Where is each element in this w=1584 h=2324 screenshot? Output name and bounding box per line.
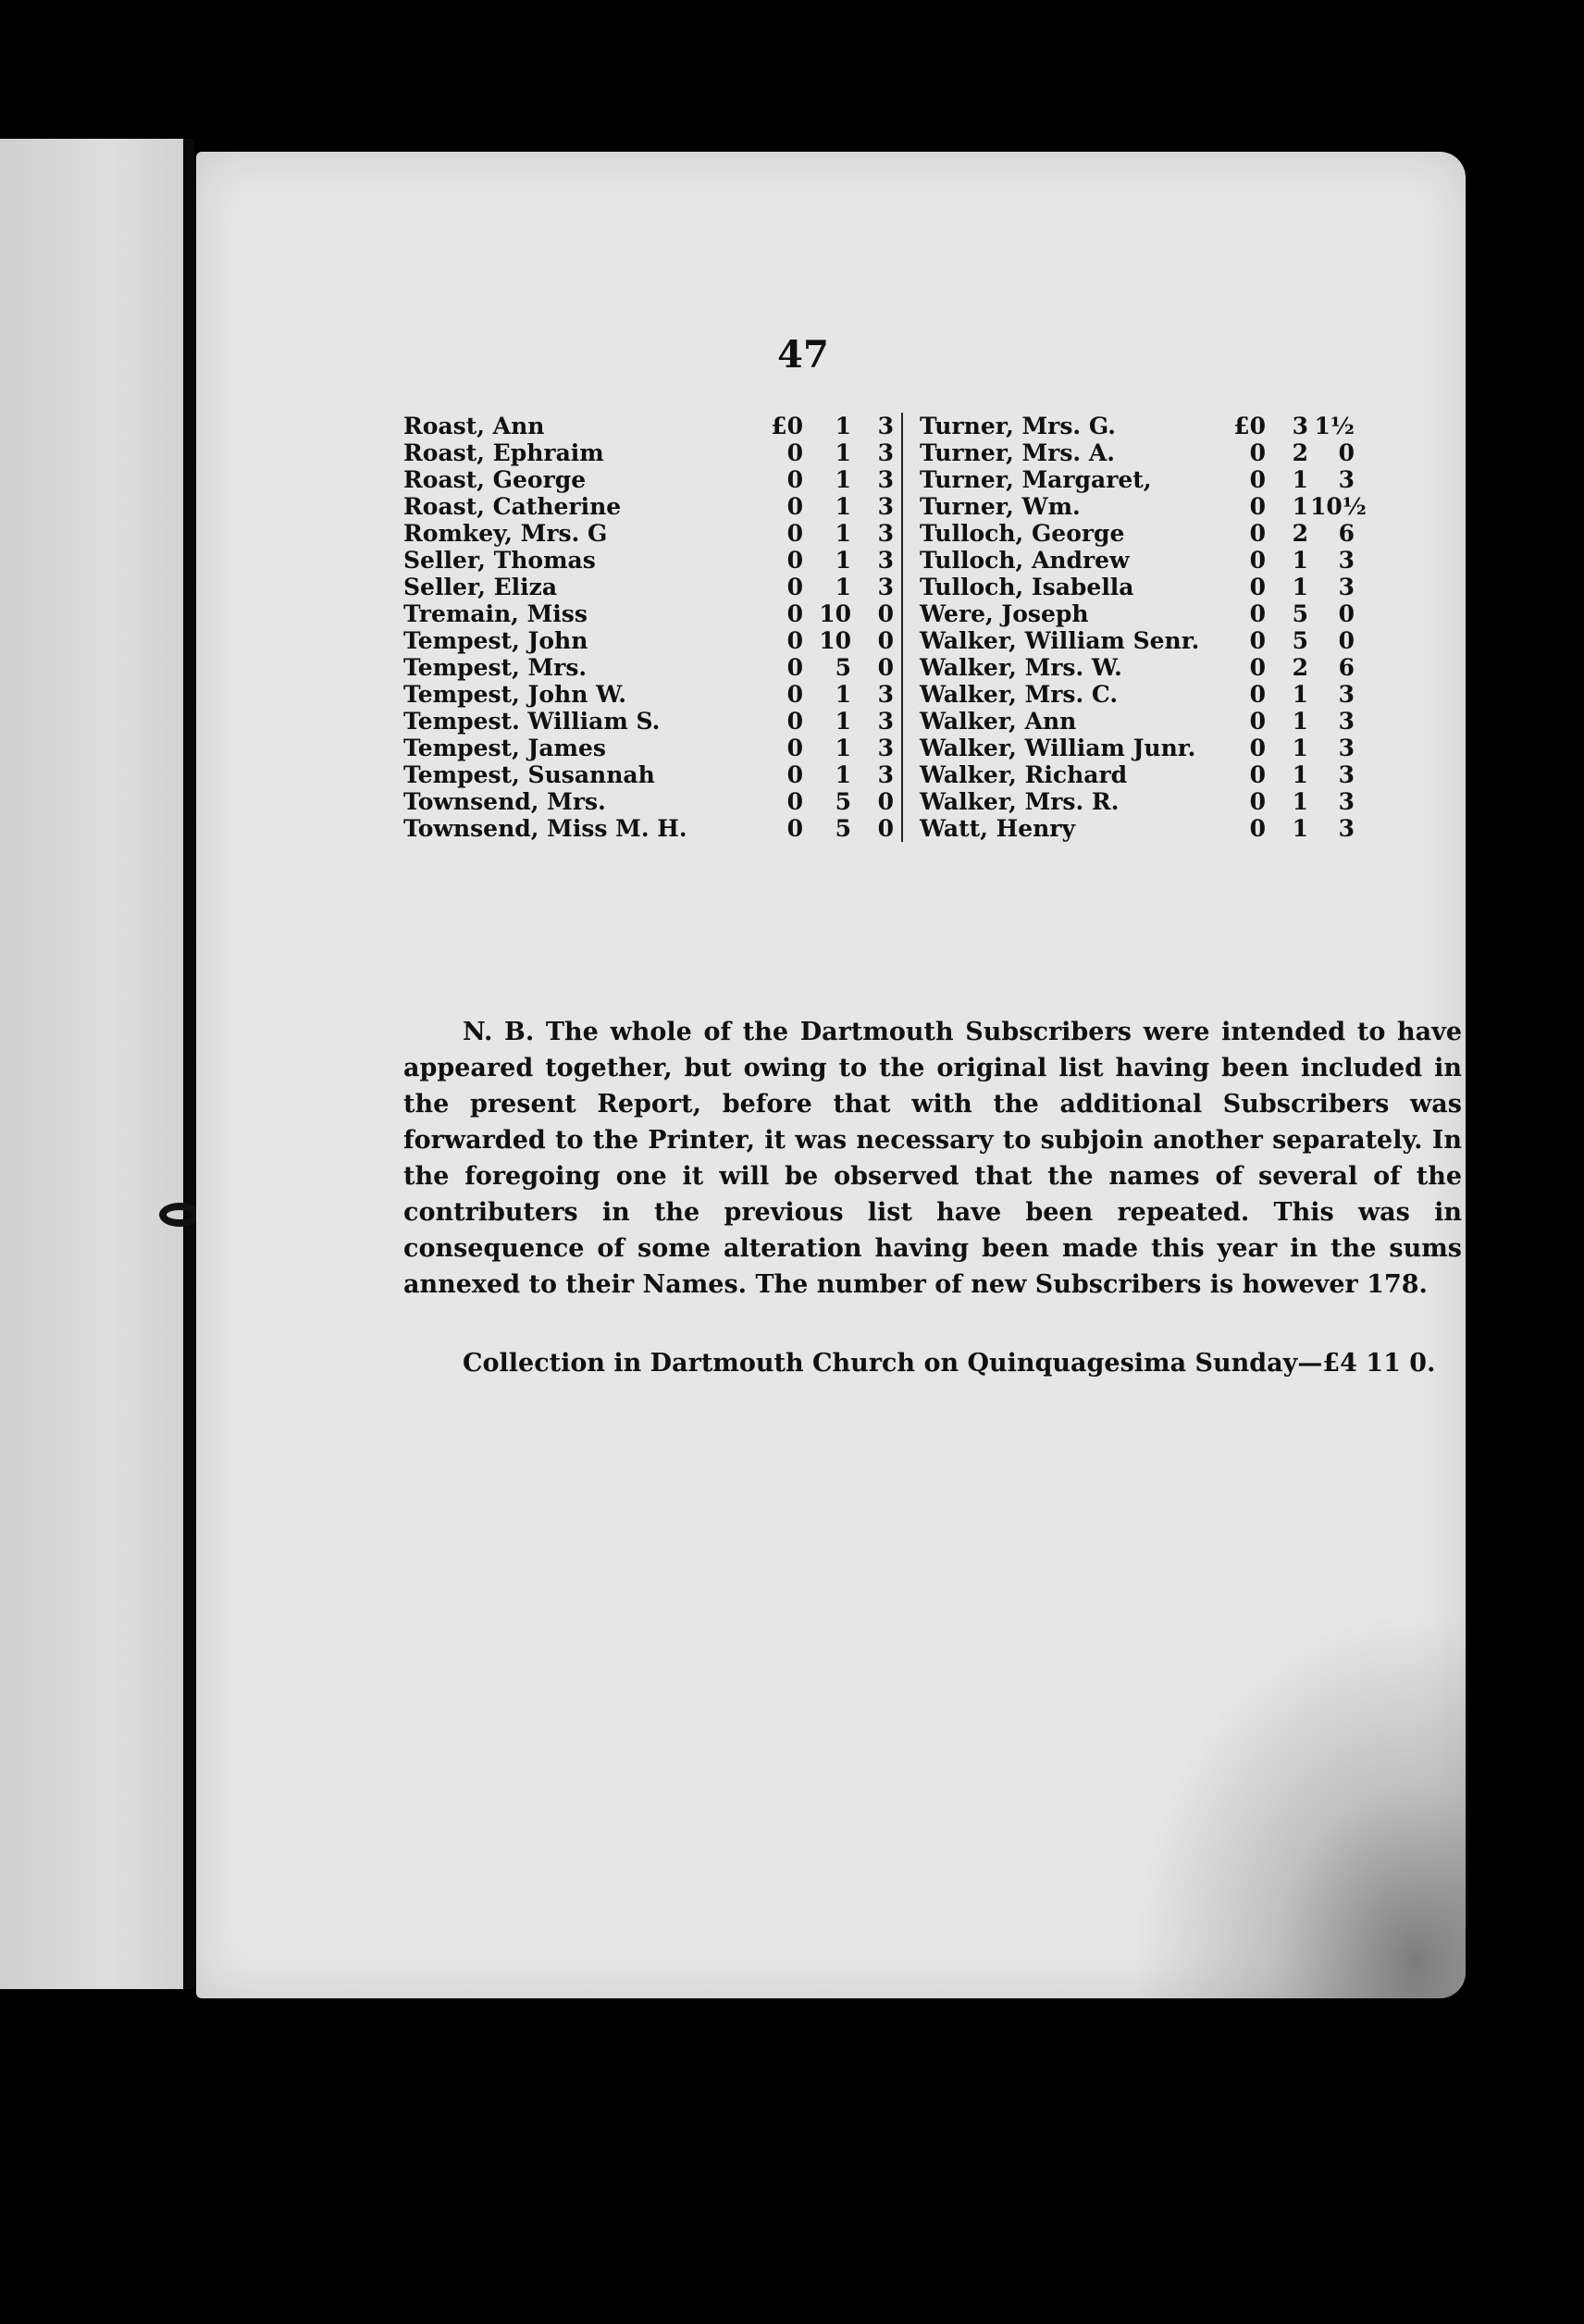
subscription-amount	[1225, 681, 1355, 708]
amount-shillings: 5	[835, 654, 851, 681]
column-divider	[901, 761, 912, 788]
subscription-amount	[1225, 627, 1355, 654]
amount-pounds: 0	[786, 520, 803, 547]
amount-pounds: 0	[786, 547, 803, 574]
amount-shillings: 1	[835, 735, 851, 761]
subscriber-name: Roast, Catherine	[403, 493, 622, 520]
amount-shillings: 1	[1292, 681, 1308, 708]
amount-pounds: 0	[1249, 493, 1266, 520]
subscription-amount	[764, 520, 894, 547]
subscription-amount	[764, 708, 894, 735]
subscriber-name: Walker, Richard	[920, 761, 1128, 788]
amount-shillings: 1	[835, 574, 851, 600]
column-divider	[901, 708, 912, 735]
amount-shillings: 1	[835, 761, 851, 788]
column-divider	[901, 627, 912, 654]
table-row	[403, 547, 1467, 574]
amount-shillings: 1	[1292, 466, 1308, 493]
subscriber-name: Tulloch, Isabella	[920, 574, 1134, 600]
amount-pence: 3	[1338, 788, 1355, 815]
subscriber-name: Walker, Mrs. W.	[920, 654, 1122, 681]
subscription-amount	[764, 547, 894, 574]
subscriber-name: Turner, Mrs. A.	[920, 439, 1115, 466]
subscription-amount	[764, 654, 894, 681]
amount-shillings: 1	[835, 439, 851, 466]
amount-shillings: 1	[1292, 761, 1308, 788]
amount-pounds: 0	[786, 439, 803, 466]
amount-pence: 3	[1338, 681, 1355, 708]
amount-pence: 0	[877, 815, 894, 842]
subscription-amount	[764, 574, 894, 600]
table-row	[403, 520, 1467, 547]
amount-pence: 0	[877, 788, 894, 815]
subscriber-name: Tempest, Mrs.	[403, 654, 588, 681]
amount-pence: 3	[877, 520, 894, 547]
column-divider	[901, 654, 912, 681]
amount-shillings: 1	[835, 466, 851, 493]
table-row	[403, 761, 1467, 788]
subscription-amount	[764, 600, 894, 627]
subscription-amount	[1225, 735, 1355, 761]
amount-shillings: 5	[835, 788, 851, 815]
subscriber-table	[403, 413, 1467, 842]
column-divider	[901, 788, 912, 815]
subscription-amount	[1225, 520, 1355, 547]
subscriber-name: Turner, Margaret,	[920, 466, 1152, 493]
amount-pounds: 0	[786, 735, 803, 761]
amount-pence: 3	[877, 413, 894, 439]
amount-shillings: 1	[1292, 735, 1308, 761]
subscriber-name: Townsend, Miss M. H.	[403, 815, 687, 842]
amount-shillings: 5	[1292, 600, 1308, 627]
amount-pounds: 0	[1249, 439, 1266, 466]
column-divider	[901, 574, 912, 600]
column-divider	[901, 815, 912, 842]
subscriber-name: Watt, Henry	[920, 815, 1076, 842]
amount-pence: 0	[877, 600, 894, 627]
amount-pence: 6	[1338, 520, 1355, 547]
amount-shillings: 1	[835, 413, 851, 439]
subscription-amount	[1225, 600, 1355, 627]
amount-pence: 3	[1338, 761, 1355, 788]
amount-pence: 10½	[1310, 493, 1367, 520]
amount-pence: 3	[1338, 466, 1355, 493]
amount-pence: 3	[877, 439, 894, 466]
amount-pounds: 0	[786, 815, 803, 842]
amount-pence: 3	[877, 735, 894, 761]
table-row	[403, 654, 1467, 681]
amount-pounds: 0	[786, 681, 803, 708]
amount-pence: 3	[1338, 574, 1355, 600]
document-page	[196, 152, 1466, 1998]
amount-pounds: 0	[1249, 788, 1266, 815]
subscriber-name: Walker, William Junr.	[920, 735, 1196, 761]
amount-pounds: 0	[786, 600, 803, 627]
column-divider	[901, 520, 912, 547]
table-row	[403, 815, 1467, 842]
subscription-amount	[764, 681, 894, 708]
subscriber-name: Tempest, Susannah	[403, 761, 655, 788]
amount-shillings: 1	[1292, 708, 1308, 735]
amount-pence: 3	[877, 466, 894, 493]
amount-pence: 6	[1338, 654, 1355, 681]
amount-pence: 3	[877, 493, 894, 520]
table-row	[403, 708, 1467, 735]
amount-shillings: 5	[835, 815, 851, 842]
amount-pence: 0	[1338, 600, 1355, 627]
amount-pence: 0	[877, 654, 894, 681]
subscription-amount	[764, 761, 894, 788]
page-stain	[1132, 1610, 1466, 1998]
amount-shillings: 1	[835, 520, 851, 547]
amount-pounds: 0	[1249, 708, 1266, 735]
subscription-amount	[1225, 547, 1355, 574]
amount-pounds: 0	[786, 654, 803, 681]
amount-pence: 0	[1338, 439, 1355, 466]
subscriber-name: Walker, Mrs. C.	[920, 681, 1119, 708]
amount-shillings: 10	[819, 627, 851, 654]
amount-shillings: 2	[1292, 654, 1308, 681]
amount-pounds: 0	[786, 574, 803, 600]
column-divider	[901, 735, 912, 761]
subscription-amount	[1225, 574, 1355, 600]
subscription-amount	[764, 815, 894, 842]
amount-pounds: 0	[1249, 735, 1266, 761]
amount-pence: 3	[877, 547, 894, 574]
subscriber-name: Turner, Wm.	[920, 493, 1081, 520]
table-row	[403, 574, 1467, 600]
amount-pounds: 0	[786, 788, 803, 815]
amount-pounds: 0	[1249, 574, 1266, 600]
collection-line: Collection in Dartmouth Church on Quinquagesima Sunday—£4 11 0.	[463, 1349, 1436, 1378]
amount-shillings: 1	[1292, 788, 1308, 815]
subscription-amount	[764, 413, 894, 439]
amount-pounds: 0	[1249, 600, 1266, 627]
amount-pence: 3	[1338, 708, 1355, 735]
amount-pence: 3	[1338, 547, 1355, 574]
subscriber-name: Turner, Mrs. G.	[920, 413, 1116, 439]
amount-shillings: 1	[1292, 547, 1308, 574]
amount-pounds: 0	[1249, 547, 1266, 574]
amount-shillings: 1	[835, 681, 851, 708]
amount-shillings: 3	[1292, 413, 1308, 439]
amount-pence: 3	[877, 574, 894, 600]
subscription-amount	[1225, 413, 1355, 439]
column-divider	[901, 493, 912, 520]
subscription-amount	[764, 788, 894, 815]
table-row	[403, 600, 1467, 627]
amount-shillings: 5	[1292, 627, 1308, 654]
subscriber-name: Seller, Eliza	[403, 574, 558, 600]
amount-pence: 3	[1338, 735, 1355, 761]
amount-pence: 3	[877, 761, 894, 788]
subscription-amount	[1225, 493, 1367, 520]
subscriber-name: Walker, William Senr.	[920, 627, 1200, 654]
binding-ring	[159, 1203, 200, 1227]
amount-pence: 3	[1338, 815, 1355, 842]
amount-shillings: 1	[835, 547, 851, 574]
subscription-amount	[1225, 654, 1355, 681]
column-divider	[901, 466, 912, 493]
table-row	[403, 735, 1467, 761]
note-paragraph: N. B. The whole of the Dartmouth Subscribers were intended to have appeared together, but owing to the original list having been included in the present Report, before that with the additional Subscribers was forwarded to the Printer, it was necessary to subjoin another separately. In the foregoing one it will be observed that the names of several of the contributers in the previous list have been repeated. This was in consequence of some alteration having been made this year in the sums annexed to their Names. The number of new Subscribers is however 178.	[403, 1018, 1462, 1299]
column-divider	[901, 439, 912, 466]
table-row	[403, 788, 1467, 815]
table-row	[403, 681, 1467, 708]
table-row	[403, 493, 1467, 520]
left-page-edge	[0, 139, 183, 1989]
amount-pounds: 0	[1249, 761, 1266, 788]
amount-shillings: 10	[819, 600, 851, 627]
amount-pounds: £0	[1233, 413, 1266, 439]
subscription-amount	[764, 466, 894, 493]
subscription-amount	[1225, 761, 1355, 788]
amount-shillings: 2	[1292, 439, 1308, 466]
column-divider	[901, 547, 912, 574]
subscription-amount	[1225, 708, 1355, 735]
subscriber-name: Roast, Ephraim	[403, 439, 604, 466]
subscriber-name: Walker, Mrs. R.	[920, 788, 1120, 815]
amount-pounds: 0	[786, 466, 803, 493]
amount-pence: 0	[1338, 627, 1355, 654]
amount-pounds: 0	[1249, 466, 1266, 493]
subscriber-name: Tempest. William S.	[403, 708, 661, 735]
amount-pounds: 0	[1249, 520, 1266, 547]
amount-shillings: 1	[1292, 574, 1308, 600]
table-row	[403, 413, 1467, 439]
amount-shillings: 1	[835, 493, 851, 520]
subscription-amount	[1225, 815, 1355, 842]
amount-pounds: 0	[1249, 815, 1266, 842]
subscriber-name: Roast, Ann	[403, 413, 545, 439]
amount-pounds: 0	[786, 761, 803, 788]
subscriber-name: Tremain, Miss	[403, 600, 588, 627]
subscriber-name: Tempest, John W.	[403, 681, 626, 708]
book-spine	[183, 139, 194, 1989]
column-divider	[901, 681, 912, 708]
amount-pounds: £0	[771, 413, 803, 439]
amount-pounds: 0	[786, 627, 803, 654]
amount-shillings: 1	[1292, 493, 1308, 520]
amount-pence: 0	[877, 627, 894, 654]
amount-pence: 3	[877, 681, 894, 708]
table-row	[403, 439, 1467, 466]
column-divider	[901, 413, 912, 439]
subscription-amount	[764, 735, 894, 761]
subscriber-name: Romkey, Mrs. G	[403, 520, 608, 547]
subscription-amount	[764, 627, 894, 654]
page-number: 47	[777, 333, 829, 377]
subscriber-name: Were, Joseph	[920, 600, 1089, 627]
subscription-amount	[1225, 466, 1355, 493]
subscriber-name: Tempest, John	[403, 627, 588, 654]
table-row	[403, 627, 1467, 654]
subscriber-name: Walker, Ann	[920, 708, 1077, 735]
column-divider	[901, 600, 912, 627]
table-row	[403, 466, 1467, 493]
subscriber-name: Tulloch, Andrew	[920, 547, 1130, 574]
amount-pounds: 0	[1249, 681, 1266, 708]
amount-pence: 3	[877, 708, 894, 735]
amount-pounds: 0	[786, 708, 803, 735]
subscriber-name: Roast, George	[403, 466, 587, 493]
subscription-amount	[764, 439, 894, 466]
amount-pounds: 0	[1249, 627, 1266, 654]
amount-shillings: 2	[1292, 520, 1308, 547]
subscriber-name: Tempest, James	[403, 735, 606, 761]
amount-shillings: 1	[835, 708, 851, 735]
subscriber-name: Townsend, Mrs.	[403, 788, 606, 815]
subscription-amount	[764, 493, 894, 520]
amount-pence: 1½	[1314, 413, 1355, 439]
amount-pounds: 0	[786, 493, 803, 520]
subscriber-name: Tulloch, George	[920, 520, 1125, 547]
subscription-amount	[1225, 439, 1355, 466]
amount-pounds: 0	[1249, 654, 1266, 681]
subscriber-name: Seller, Thomas	[403, 547, 596, 574]
amount-shillings: 1	[1292, 815, 1308, 842]
subscription-amount	[1225, 788, 1355, 815]
